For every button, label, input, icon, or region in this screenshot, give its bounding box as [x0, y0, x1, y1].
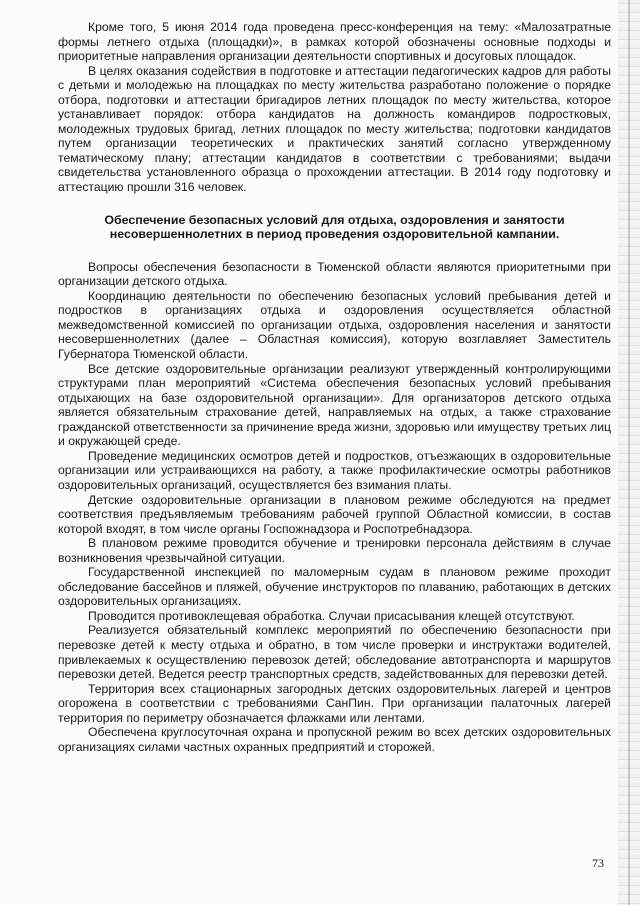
- section-heading: Обеспечение безопасных условий для отдыха, оздоровления и занятости несовершеннолетних в период проведения оздоровительной кампании.: [104, 212, 565, 242]
- paragraph-safety-priority: Вопросы обеспечения безопасности в Тюменской области являются приоритетными при организации детского отдыха.: [58, 259, 611, 289]
- paragraph-emergency-training: В плановом режиме проводится обучение и тренировки персонала действиям в случае возникновения чрезвычайной ситуации.: [58, 536, 611, 565]
- paragraph-transport-safety: Реализуется обязательный комплекс мероприятий по обеспечению безопасности при перевозке детей к месту отдыха и обратно, в том числе проверки и инструктажи водителей, привлекаемых к осуществлению перевозок детей; обследование автотранспорта и маршрутов перевозки детей. Ведется реестр транспортных средств, задействованных для перевозки детей.: [58, 623, 611, 682]
- paragraph-security-guard: Обеспечена круглосуточная охрана и пропускной режим во всех детских оздоровительных организациях силами частных охранных предприятий и сторожей.: [58, 725, 611, 754]
- paragraph-safety-plan: Все детские оздоровительные организации реализуют утвержденный контролирующими структурами план мероприятий «Система обеспечения безопасных условий пребывания отдыхающих на базе оздоровительной организации». Для организаторов детского отдыха является обязательным страхование детей, направляемых на отдых, а также страхование гражданской ответственности за причинение вреда жизни, здоровью или имуществу третьих лиц и окружающей среде.: [58, 361, 611, 449]
- paragraph-training-attestation: В целях оказания содействия в подготовке и аттестации педагогических кадров для работы с детьми и молодежью на площадках по месту жительства разработано положение о порядке отбора, подготовки и аттестации бригадиров летних площадок по месту жительства, которое устанавливает порядок: отбора кандидатов на должность командиров подростковых, молодежных трудовых бригад, летних площадок по месту жительства; подготовки кандидатов путем организации теоретических и практических занятий согласно утвержденному тематическому плану; аттестации кандидатов в соответствии с требованиями; выдачи свидетельства установленного образца о прохождении аттестации. В 2014 году подготовку и аттестацию прошли 316 человек.: [58, 63, 611, 195]
- paragraph-tick-treatment: Проводится противоклещевая обработка. Случаи присасывания клещей отсутствуют.: [88, 608, 575, 623]
- scan-edge-line: [628, 0, 630, 905]
- paragraph-water-safety: Государственной инспекцией по маломерным судам в плановом режиме проходит обследование бассейнов и пляжей, обучение инструкторов по плаванию, работающих в детских оздоровительных организациях.: [58, 565, 611, 609]
- paragraph-territory-fencing: Территория всех стационарных загородных детских оздоровительных лагерей и центров огорожена в соответствии с требованиями СанПин. При организации палаточных лагерей территория по периметру обозначается флажками или лентами.: [58, 681, 611, 725]
- document-body: [58, 20, 611, 754]
- page-number: 73: [592, 856, 604, 870]
- paragraph-inspections: Детские оздоровительные организации в плановом режиме обследуются на предмет соответствия предъявляемым требованиям рабочей группой Областной комиссии, в состав которой входят, в том числе органы Госпожнадзора и Роспотребнадзора.: [58, 492, 611, 536]
- paragraph-coordination: Координацию деятельности по обеспечению безопасных условий пребывания детей и подростков в организациях отдыха и оздоровления осуществляется областной межведомственной комиссией по организации отдыха, оздоровления населения и занятости несовершеннолетних (далее – Областная комиссия), которую возглавляет Заместитель Губернатора Тюменской области.: [58, 288, 611, 362]
- paragraph-press-conference: Кроме того, 5 июня 2014 года проведена пресс-конференция на тему: «Малозатратные формы летнего отдыха (площадки)», в рамках которой обозначены основные подходы и приоритетные направления организации деятельности спортивных и досуговых площадок.: [58, 20, 611, 64]
- paragraph-medical-exams: Проведение медицинских осмотров детей и подростков, отъезжающих в оздоровительные организации или устраивающихся на работу, а также профилактические осмотры работников оздоровительных организаций, осуществляется без взимания платы.: [58, 448, 611, 492]
